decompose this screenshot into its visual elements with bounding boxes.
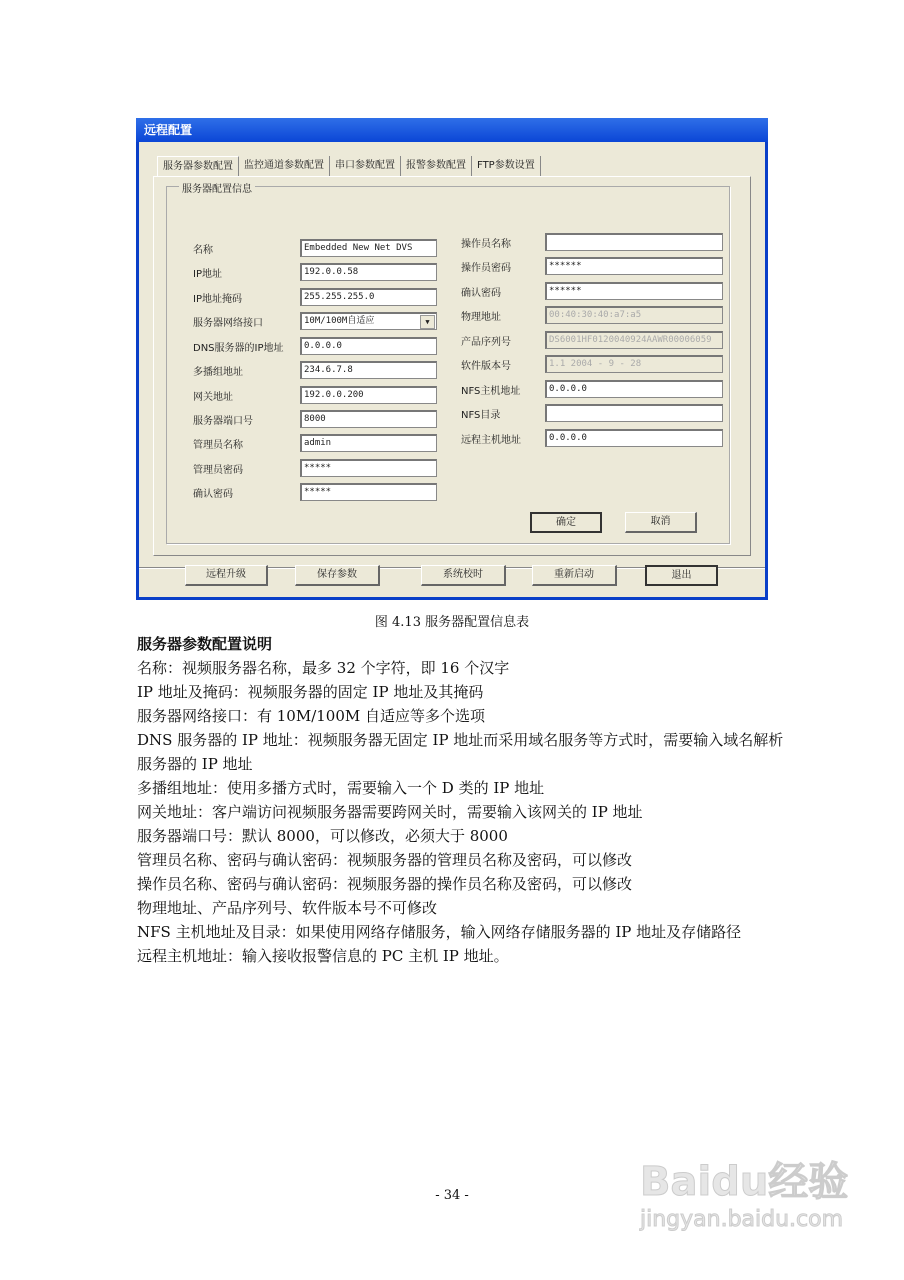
field-value: 0.0.0.0 bbox=[549, 384, 587, 394]
field-value: 8000 bbox=[304, 414, 326, 424]
field-value: Embedded New Net DVS bbox=[304, 243, 413, 253]
field-input[interactable] bbox=[545, 257, 723, 275]
field-value: 234.6.7.8 bbox=[304, 365, 353, 375]
field-label: 操作员密码 bbox=[461, 263, 511, 274]
baidu-watermark-logo bbox=[640, 1150, 870, 1260]
field-value: 192.0.0.200 bbox=[304, 390, 364, 400]
field-value: DS6001HF0120040924AAWR00006059 bbox=[549, 335, 712, 345]
tab-ftp-settings[interactable]: FTP参数设置 bbox=[472, 156, 541, 176]
paragraph: IP 地址及掩码：视频服务器的固定 IP 地址及其掩码 bbox=[137, 683, 484, 701]
chevron-down-icon[interactable]: ▼ bbox=[420, 315, 435, 329]
field-input[interactable] bbox=[300, 263, 437, 281]
network-interface-select[interactable] bbox=[300, 312, 437, 330]
field-input[interactable] bbox=[300, 288, 437, 306]
field-input[interactable] bbox=[300, 434, 437, 452]
watermark-brand: Baidu经验 bbox=[640, 1159, 849, 1205]
paragraph: 管理员名称、密码与确认密码：视频服务器的管理员名称及密码，可以修改 bbox=[137, 851, 633, 869]
field-label: 确认密码 bbox=[461, 288, 501, 299]
tab-alarm-params[interactable]: 报警参数配置 bbox=[401, 156, 472, 176]
field-label: 名称 bbox=[193, 245, 213, 256]
field-label: 物理地址 bbox=[461, 312, 501, 323]
field-input[interactable] bbox=[545, 429, 723, 447]
field-value: ****** bbox=[549, 261, 582, 271]
field-input[interactable] bbox=[545, 233, 723, 251]
figure-caption: 图 4.13 服务器配置信息表 bbox=[374, 615, 530, 630]
field-label: NFS主机地址 bbox=[461, 386, 521, 397]
exit-button[interactable]: 退出 bbox=[645, 565, 718, 586]
field-value: ***** bbox=[304, 487, 332, 497]
watermark-url: jingyan.baidu.com bbox=[640, 1207, 844, 1232]
field-label: 管理员名称 bbox=[193, 440, 243, 451]
tab-server-params[interactable]: 服务器参数配置 bbox=[157, 156, 239, 176]
field-value: 0.0.0.0 bbox=[304, 341, 342, 351]
page-number: - 34 - bbox=[435, 1188, 469, 1203]
paragraph: 操作员名称、密码与确认密码：视频服务器的操作员名称及密码，可以修改 bbox=[137, 875, 633, 893]
field-input[interactable] bbox=[300, 459, 437, 477]
field-input bbox=[545, 355, 723, 373]
field-input[interactable] bbox=[300, 361, 437, 379]
field-label: NFS目录 bbox=[461, 410, 501, 421]
dialog-title: 远程配置 bbox=[136, 118, 768, 142]
field-value: ****** bbox=[549, 286, 582, 296]
reboot-button[interactable]: 重新启动 bbox=[532, 565, 617, 586]
field-value: ***** bbox=[304, 463, 332, 473]
save-params-button[interactable]: 保存参数 bbox=[295, 565, 380, 586]
field-label: IP地址 bbox=[193, 269, 222, 280]
paragraph: 名称：视频服务器名称，最多 32 个字符，即 16 个汉字 bbox=[137, 659, 510, 677]
group-label: 服务器配置信息 bbox=[179, 180, 255, 195]
tab-channel-params[interactable]: 监控通道参数配置 bbox=[239, 156, 330, 176]
field-label: 网关地址 bbox=[193, 392, 233, 403]
field-input[interactable] bbox=[545, 380, 723, 398]
field-input bbox=[545, 331, 723, 349]
paragraph: NFS 主机地址及目录：如果使用网络存储服务，输入网络存储服务器的 IP 地址及存储路径 bbox=[137, 923, 742, 941]
paragraph: 服务器网络接口：有 10M/100M 自适应等多个选项 bbox=[137, 707, 486, 725]
field-label: 管理员密码 bbox=[193, 465, 243, 476]
ok-button[interactable]: 确定 bbox=[530, 512, 602, 533]
field-label: 确认密码 bbox=[193, 489, 233, 500]
field-value: 10M/100M自适应 bbox=[304, 316, 375, 326]
field-input[interactable] bbox=[300, 386, 437, 404]
field-label: 多播组地址 bbox=[193, 367, 243, 378]
field-input[interactable] bbox=[300, 337, 437, 355]
paragraph: 服务器端口号：默认 8000，可以修改，必须大于 8000 bbox=[137, 827, 508, 845]
field-value: 0.0.0.0 bbox=[549, 433, 587, 443]
tab-bar bbox=[157, 156, 541, 176]
field-value: 192.0.0.58 bbox=[304, 267, 359, 277]
field-label: DNS服务器的IP地址 bbox=[193, 343, 284, 354]
field-label: 操作员名称 bbox=[461, 239, 511, 250]
field-label: 服务器网络接口 bbox=[193, 318, 263, 329]
paragraph: 网关地址：客户端访问视频服务器需要跨网关时，需要输入该网关的 IP 地址 bbox=[137, 803, 643, 821]
sync-time-button[interactable]: 系统校时 bbox=[421, 565, 506, 586]
field-label: 产品序列号 bbox=[461, 337, 511, 348]
field-label: 远程主机地址 bbox=[461, 435, 521, 446]
field-value: admin bbox=[304, 438, 332, 448]
field-input bbox=[545, 306, 723, 324]
cancel-button[interactable]: 取消 bbox=[625, 512, 697, 533]
paragraph: DNS 服务器的 IP 地址：视频服务器无固定 IP 地址而采用域名服务等方式时，需要输入域名解析服务器的 IP 地址 bbox=[137, 731, 784, 773]
remote-config-dialog bbox=[136, 118, 768, 600]
remote-upgrade-button[interactable]: 远程升级 bbox=[185, 565, 268, 586]
section-heading: 服务器参数配置说明 bbox=[137, 635, 273, 653]
tab-serial-params[interactable]: 串口参数配置 bbox=[330, 156, 401, 176]
paragraph: 远程主机地址：输入接收报警信息的 PC 主机 IP 地址。 bbox=[137, 947, 509, 965]
field-value: 1.1 2004 - 9 - 28 bbox=[549, 359, 642, 369]
field-input[interactable] bbox=[545, 404, 723, 422]
field-value: 255.255.255.0 bbox=[304, 292, 375, 302]
field-label: 服务器端口号 bbox=[193, 416, 253, 427]
paragraph: 多播组地址：使用多播方式时，需要输入一个 D 类的 IP 地址 bbox=[137, 779, 545, 797]
field-input[interactable] bbox=[545, 282, 723, 300]
field-label: 软件版本号 bbox=[461, 361, 511, 372]
field-input[interactable] bbox=[300, 483, 437, 501]
field-input[interactable] bbox=[300, 239, 437, 257]
field-value: 00:40:30:40:a7:a5 bbox=[549, 310, 642, 320]
field-input[interactable] bbox=[300, 410, 437, 428]
field-label: IP地址掩码 bbox=[193, 294, 242, 305]
paragraph: 物理地址、产品序列号、软件版本号不可修改 bbox=[137, 899, 438, 917]
body-text bbox=[137, 632, 787, 968]
dialog-client bbox=[139, 142, 765, 597]
